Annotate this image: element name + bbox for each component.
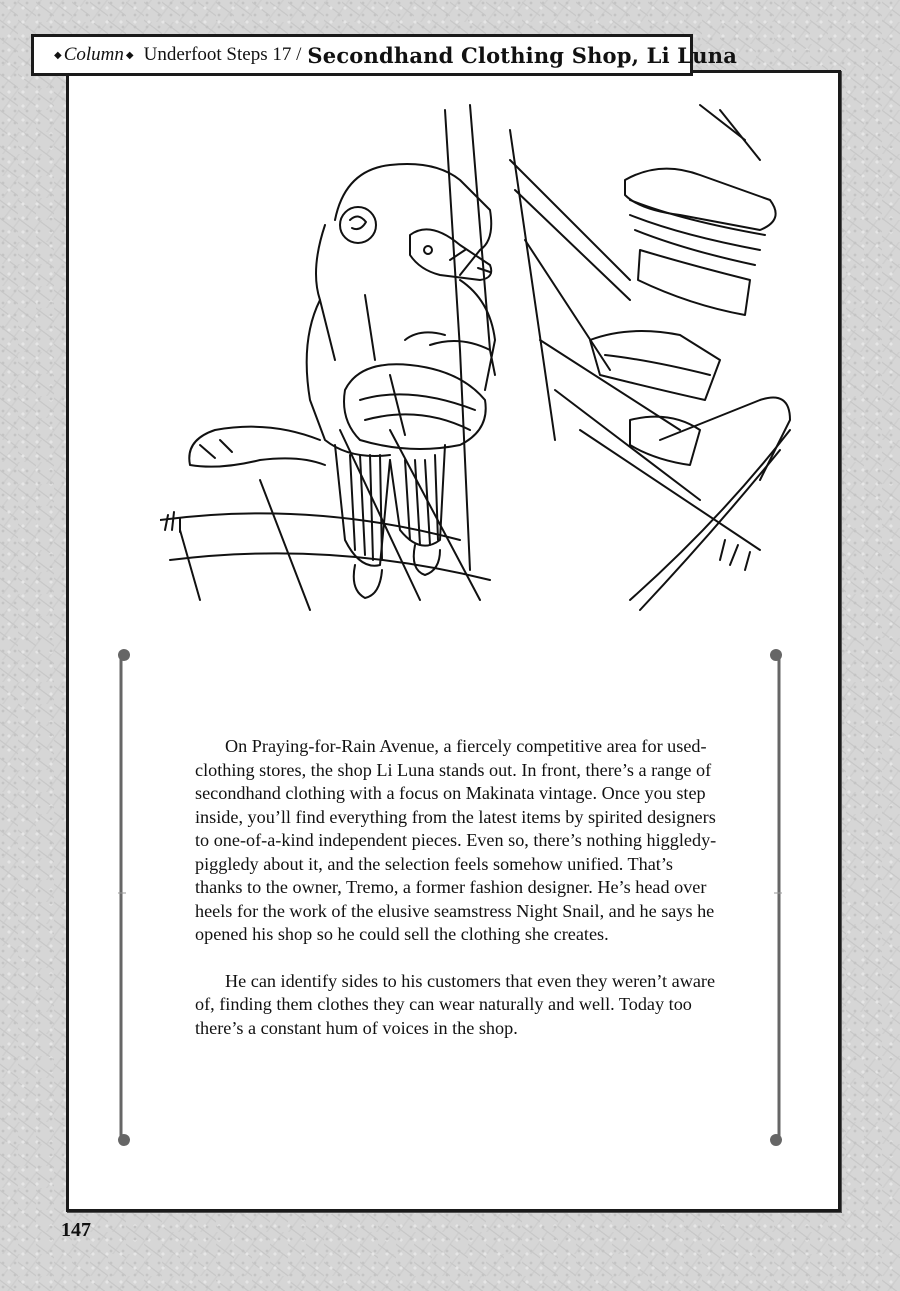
article-body	[195, 735, 725, 1063]
column-label: Column	[63, 44, 124, 65]
diamond-ornament-icon: ◆	[125, 49, 134, 61]
diamond-ornament-icon: ◆	[54, 49, 62, 61]
article-panel	[118, 645, 782, 1150]
shop-owner-illustration	[160, 100, 800, 620]
article-paragraph: He can identify sides to his customers that even they weren’t aware of, finding them clothes they can wear naturally and well. Today too there’s a constant hum of voices in the shop.	[195, 970, 716, 1038]
page-number: 147	[61, 1219, 91, 1241]
column-title: Secondhand Clothing Shop, Li Luna	[307, 42, 738, 68]
column-header	[31, 34, 738, 76]
article-paragraph: On Praying-for-Rain Avenue, a fiercely competitive area for used-clothing stores, the shop Li Luna stands out. In front, there’s a range of secondhand clothing with a focus on Makinata vintage. Once you step inside, you’ll find everything from the latest items by spirited designers to one-of-a-kind independent pieces. Even so, there’s nothing higgledy-piggledy about it, and the selection feels somehow unified. That’s thanks to the owner, Tremo, a former fashion designer. He’s head over heels for the work of the elusive seamstress Night Snail, and he says he opened his shop so he could sell the clothing she creates.	[195, 736, 717, 944]
series-label: Underfoot Steps 17 /	[143, 44, 302, 65]
